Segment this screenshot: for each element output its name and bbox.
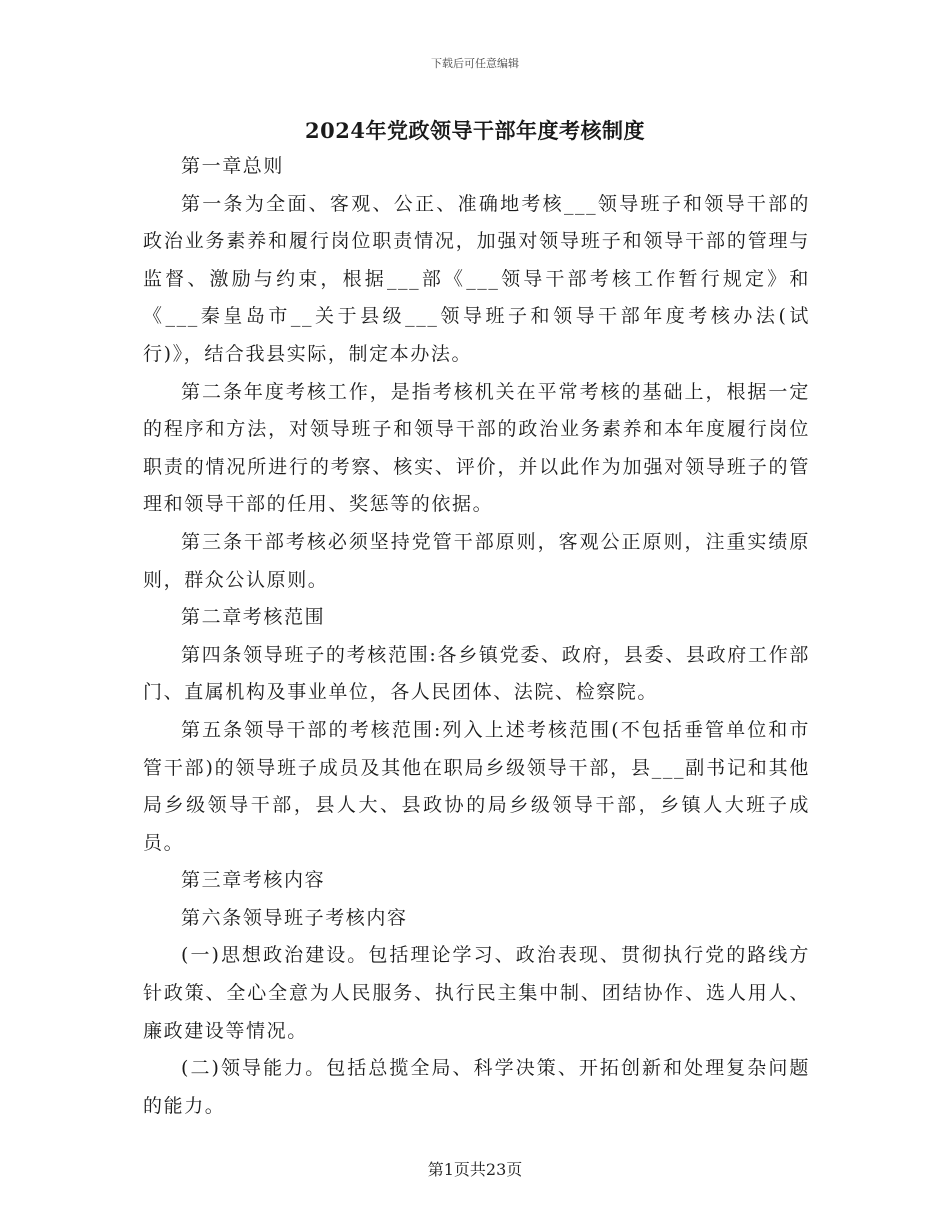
chapter-1-heading: 第一章总则 [181,155,285,177]
article-6: 第六条领导班子考核内容 [181,906,408,929]
article-6-item-1: (一)思想政治建设。包括理论学习、政治表现、贯彻执行党的路线方针政策、全心全意为人民服务、执行民主集中制、团结协作、选人用人、廉政建设等情况。 [143,944,810,1042]
chapter-2-heading: 第二章考核范围 [181,606,326,629]
document-title: 2024年党政领导干部年度考核制度 [305,118,645,143]
article-2: 第二条年度考核工作，是指考核机关在平常考核的基础上，根据一定的程序和方法，对领导班子和领导干部的政治业务素养和本年度履行岗位职责的情况所进行的考察、核实、评价，并以此作为加强对领导班子的管理和领导干部的任用、奖惩等的依据。 [143,380,810,516]
document-body [143,148,810,1125]
article-5: 第五条领导干部的考核范围:列入上述考核范围(不包括垂管单位和市管干部)的领导班子成员及其他在职局乡级领导干部，县___副书记和其他局乡级领导干部，县人大、县政协的局乡级领导干部，乡镇人大班子成员。 [143,718,810,854]
chapter-3-heading: 第三章考核内容 [181,869,326,892]
article-4: 第四条领导班子的考核范围:各乡镇党委、政府，县委、县政府工作部门、直属机构及事业单位，各人民团体、法院、检察院。 [143,643,810,704]
article-3: 第三条干部考核必须坚持党管干部原则，客观公正原则，注重实绩原则，群众公认原则。 [143,530,810,591]
page-footer: 第1页共23页 [427,1160,523,1179]
article-6-item-2: (二)领导能力。包括总揽全局、科学决策、开拓创新和处理复杂问题的能力。 [143,1057,810,1117]
header-note: 下载后可任意编辑 [431,57,519,70]
article-1: 第一条为全面、客观、公正、准确地考核___领导班子和领导干部的政治业务素养和履行岗位职责情况，加强对领导班子和领导干部的管理与监督、激励与约束，根据___部《___领导干部考核工作暂行规定》和《___秦皇岛市__关于县级___领导班子和领导干部年度考核办法(试行)》，结合我县实际，制定本办法。 [143,192,810,365]
